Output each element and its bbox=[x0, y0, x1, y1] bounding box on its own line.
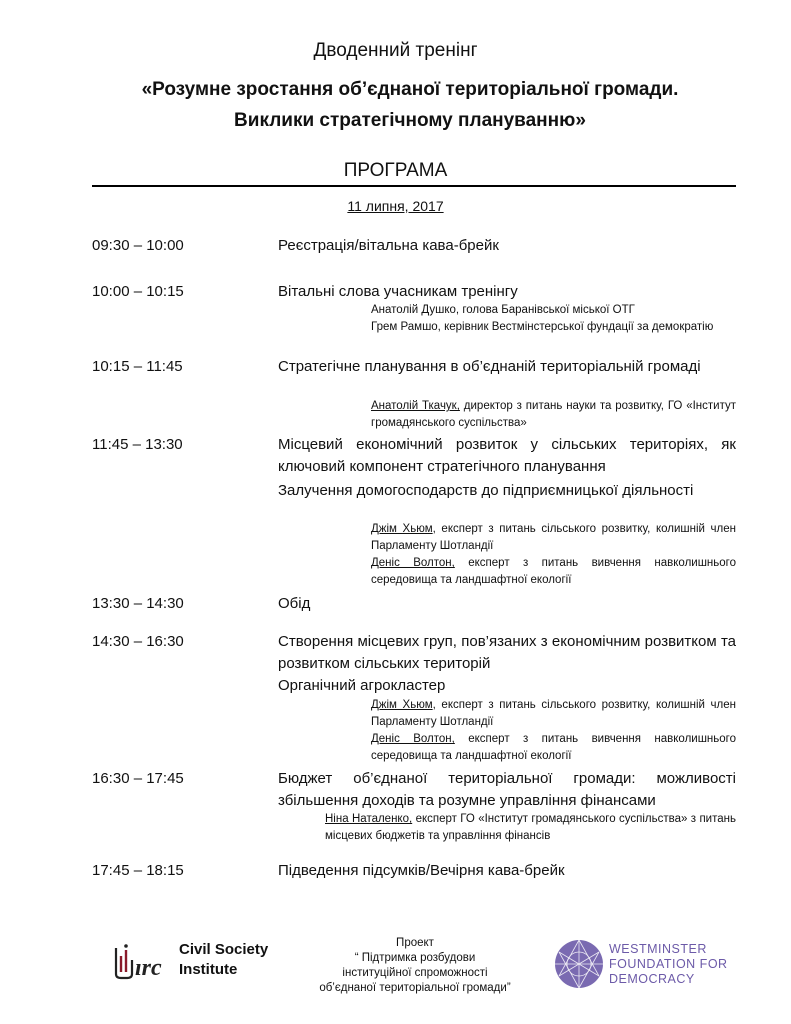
westminster-foundation-logo bbox=[553, 938, 753, 990]
topic-text: Стратегічне планування в об’єднаній територіальній громаді bbox=[278, 358, 701, 375]
session-topic bbox=[278, 593, 736, 615]
program-date: 11 липня, 2017 bbox=[347, 198, 444, 214]
wfd-globe-icon bbox=[553, 938, 605, 990]
speaker-entry bbox=[371, 731, 736, 765]
topic-text: Реєстрація/вітальна кава-брейк bbox=[278, 237, 499, 254]
speaker-entry bbox=[371, 302, 736, 319]
speaker-name: Джім Хьюм bbox=[371, 523, 433, 535]
speaker-name: Анатолій Ткачук, bbox=[371, 400, 460, 412]
session-time: 09:30 – 10:00 bbox=[92, 237, 184, 254]
wfd-line: DEMOCRACY bbox=[609, 972, 695, 986]
project-line: Проект bbox=[396, 937, 434, 949]
speaker-name: Анатолій Душко, bbox=[371, 304, 460, 316]
speaker-entry bbox=[371, 398, 736, 432]
heading-divider bbox=[92, 185, 736, 187]
speaker-desc: керівник Вестмінстерської фундації за демократію bbox=[444, 321, 714, 333]
session-speakers bbox=[371, 398, 736, 432]
session-time: 17:45 – 18:15 bbox=[92, 862, 184, 879]
title-line-2: Виклики стратегічному плануванню» bbox=[234, 110, 586, 131]
session-topic bbox=[278, 860, 736, 882]
project-line: інституційної спроможності bbox=[342, 967, 488, 979]
session-topic bbox=[278, 235, 736, 257]
project-caption bbox=[290, 936, 540, 996]
session-topic bbox=[278, 631, 736, 697]
session-speakers bbox=[371, 302, 736, 336]
session-time: 10:15 – 11:45 bbox=[92, 358, 183, 375]
speaker-desc: , експерт з питань сільського розвитку, колишній член Парламенту Шотландії bbox=[371, 699, 736, 728]
session-time: 13:30 – 14:30 bbox=[92, 595, 184, 612]
project-line: “ Підтримка розбудови bbox=[354, 952, 476, 964]
session-speakers bbox=[371, 697, 736, 765]
event-subtitle: Дводенний тренінг bbox=[313, 40, 478, 61]
speaker-entry bbox=[371, 319, 736, 336]
session-topic bbox=[278, 281, 736, 303]
speaker-desc: директор з питань науки та розвитку, ГО «Інститут громадянського суспільства» bbox=[371, 400, 737, 429]
session-time: 16:30 – 17:45 bbox=[92, 770, 184, 787]
topic-text: Бюджет об’єднаної територіальної громади: можливості збільшення доходів та розумне управління фінансами bbox=[278, 770, 736, 809]
topic-text: Органічний агрокластер bbox=[278, 677, 446, 694]
speaker-desc: голова Баранівської міської ОТГ bbox=[462, 304, 635, 316]
speaker-desc: експерт з питань вивчення навколишнього середовища та ландшафтної екології bbox=[371, 733, 736, 762]
topic-text: Залучення домогосподарств до підприємницької діяльності bbox=[278, 482, 694, 499]
session-time: 14:30 – 16:30 bbox=[92, 633, 184, 650]
session-time: 11:45 – 13:30 bbox=[92, 436, 183, 453]
speaker-name: Деніс Волтон, bbox=[371, 557, 455, 569]
wfd-logo-text bbox=[609, 942, 728, 987]
csi-logo-line2: Institute bbox=[179, 961, 238, 978]
session-time: 10:00 – 10:15 bbox=[92, 283, 184, 300]
speaker-name: Джім Хьюм bbox=[371, 699, 433, 711]
session-topic bbox=[278, 768, 736, 812]
topic-text: Вітальні слова учасникам тренінгу bbox=[278, 283, 518, 300]
session-topic bbox=[278, 356, 736, 378]
csi-logo-line1: Civil Society bbox=[179, 941, 269, 958]
wfd-line: WESTMINSTER bbox=[609, 942, 707, 956]
speaker-entry bbox=[325, 811, 736, 845]
civil-society-institute-logo bbox=[113, 938, 293, 982]
csi-logo-text bbox=[179, 940, 268, 980]
speaker-desc: експерт з питань вивчення навколишнього середовища та ландшафтної екології bbox=[371, 557, 736, 586]
speaker-desc: , експерт з питань сільського розвитку, колишній член Парламенту Шотландії bbox=[371, 523, 736, 552]
wfd-line: FOUNDATION FOR bbox=[609, 957, 728, 971]
speaker-entry bbox=[371, 521, 736, 555]
svg-text:ırc: ırc bbox=[135, 955, 162, 981]
topic-text: Підведення підсумків/Вечірня кава-брейк bbox=[278, 862, 565, 879]
project-line: об’єднаної територіальної громади” bbox=[319, 982, 511, 994]
session-topic bbox=[278, 434, 736, 502]
topic-text: Місцевий економічний розвиток у сільських територіях, як ключовий компонент стратегічного планування bbox=[278, 436, 736, 475]
event-title bbox=[60, 74, 760, 136]
speaker-entry bbox=[371, 697, 736, 731]
topic-text: Обід bbox=[278, 595, 311, 612]
speaker-desc: експерт ГО «Інститут громадянського суспільства» з питань місцевих бюджетів та управління фінансів bbox=[325, 813, 736, 842]
session-speakers bbox=[371, 521, 736, 589]
csi-emblem-icon bbox=[113, 938, 173, 982]
speaker-name: Ніна Наталенко, bbox=[325, 813, 413, 825]
speaker-name: Деніс Волтон, bbox=[371, 733, 455, 745]
speaker-entry bbox=[371, 555, 736, 589]
program-heading: ПРОГРАМА bbox=[343, 160, 448, 181]
speaker-name: Грем Рамшо, bbox=[371, 321, 441, 333]
session-speakers bbox=[325, 811, 736, 845]
title-line-1: «Розумне зростання об’єднаної територіальної громади. bbox=[141, 79, 679, 100]
topic-text: Створення місцевих груп, пов’язаних з економічним розвитком та розвитком сільських територій bbox=[278, 633, 736, 672]
